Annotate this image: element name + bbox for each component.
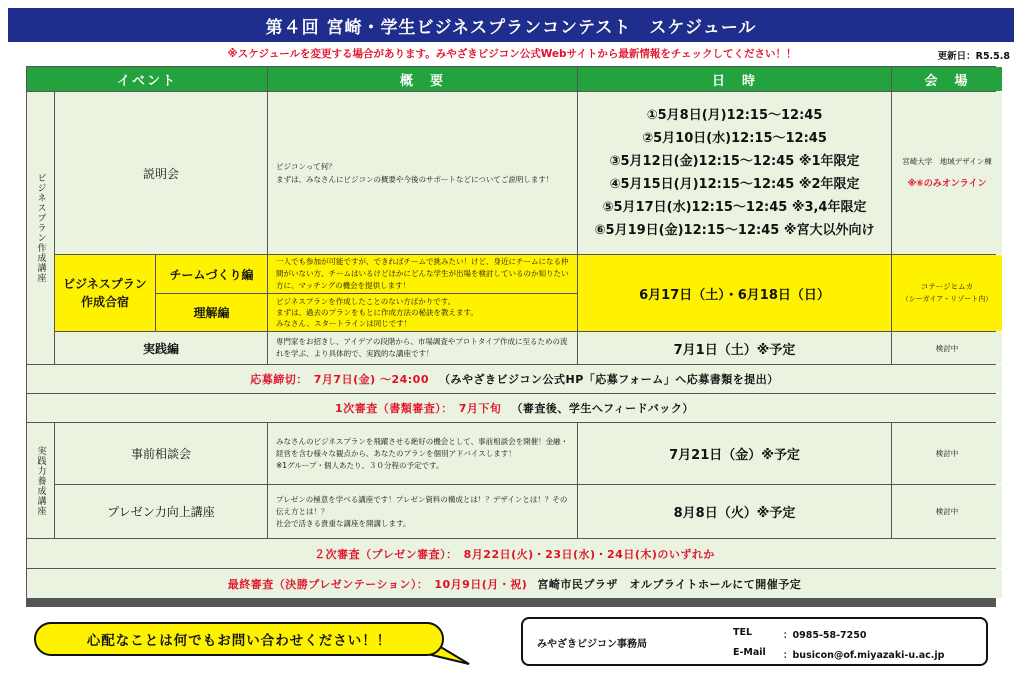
first-review-text: （審査後、学生へフィードバック） — [511, 402, 694, 415]
deadline-label: 応募締切： 7月7日(金) ～24:00 — [250, 373, 429, 386]
deadline-text: （みやざきビジコン公式HP「応募フォーム」へ応募書類を提出） — [439, 373, 779, 386]
event-practice: 実践編 — [55, 332, 267, 364]
setsumeikai-desc — [268, 92, 577, 254]
group-label-business-plan — [27, 92, 54, 364]
consult-desc — [268, 423, 577, 484]
second-review-label: ２次審査（プレゼン審査）： 8月22日(火)・23日(水)・24日(木)のいずれか — [314, 547, 715, 561]
inquiry-bubble-text: 心配なことは何でもお問い合わせください！！ — [34, 622, 444, 656]
consult-venue: 検討中 — [892, 423, 1002, 484]
tel-number: ：0985-58-7250 — [783, 630, 867, 641]
updated-date: 更新日：R5.5.8 — [937, 51, 1010, 62]
header-datetime: 日 時 — [578, 67, 891, 91]
setsumeikai-date: ③5月12日(金)12:15～12:45 ※1年限定 — [609, 154, 860, 169]
camp-venue — [892, 255, 1002, 331]
setsumeikai-desc-line: まずは、みなさんにビジコンの概要や今後のサポートなどについてご説明します！ — [276, 175, 554, 184]
header-event: イベント — [27, 67, 267, 91]
event-consult: 事前相談会 — [55, 423, 267, 484]
second-review-banner — [27, 539, 1002, 568]
camp-date: 6月17日（土）・6月18日（日） — [578, 255, 891, 331]
camp-understanding-desc — [268, 294, 577, 331]
page-title: 第４回 宮崎・学生ビジネスプランコンテスト スケジュール — [8, 8, 1014, 42]
inquiry-bubble — [34, 620, 474, 674]
setsumeikai-online-note: ※⑥のみオンライン — [907, 179, 987, 189]
setsumeikai-venue-name: 宮崎大学 地域デザイン棟 — [902, 157, 992, 166]
setsumeikai-date: ④5月15日(月)12:15～12:45 ※2年限定 — [609, 177, 860, 192]
camp-venue-sub: （シーガイア・リゾート内） — [901, 295, 993, 303]
group-label-business-plan-text: ビジネスプラン作成講座 — [35, 173, 46, 283]
consult-desc-line: みなさんのビジネスプランを飛躍させる絶好の機会として、事前相談会を開催！金融・経営を含む様々な観点から、あなたのプランを個別アドバイスします！ — [276, 436, 569, 458]
first-review-label: 1次審査（書類審査）： 7月下旬 — [335, 402, 502, 415]
camp-venue-name: コテージヒムカ — [920, 282, 974, 291]
group-label-practical-text: 実践力養成講座 — [35, 445, 46, 516]
presentation-desc-line: 社会で活きる貴重な講座を開講します。 — [276, 518, 411, 528]
setsumeikai-date: ②5月10日(水)12:15～12:45 — [642, 131, 827, 146]
email-label: E-Mail — [733, 647, 766, 658]
event-setsumeikai: 説明会 — [55, 92, 267, 254]
camp-understanding-desc-line: まずは、過去のプランをもとに作成方法の秘訣を教えます。 — [276, 308, 478, 317]
practice-date: 7月1日（土）※予定 — [578, 332, 891, 364]
setsumeikai-dates — [578, 92, 891, 254]
deadline-banner — [27, 365, 1002, 393]
event-presentation: プレゼン力向上講座 — [55, 485, 267, 538]
presentation-desc — [268, 485, 577, 538]
tel-label: TEL — [733, 627, 753, 638]
setsumeikai-date: ⑥5月19日(金)12:15～12:45 ※宮大以外向け — [594, 223, 875, 238]
setsumeikai-date: ①5月8日(月)12:15～12:45 — [646, 108, 823, 123]
final-review-banner — [27, 569, 1002, 598]
consult-desc-line: ※1グループ・個人あたり、３０分程の予定です。 — [276, 460, 444, 470]
schedule-table — [26, 66, 996, 607]
office-name: みやざきビジコン事務局 — [537, 639, 647, 650]
schedule-change-notice: ※スケジュールを変更する場合があります。みやざきビジコン公式Webサイトから最新情報をチェックしてください！！ — [227, 48, 797, 60]
camp-understanding-desc-line: みなさん、スタートラインは同じです！ — [276, 319, 412, 328]
first-review-banner — [27, 394, 1002, 422]
event-camp: ビジネスプラン 作成合宿 — [55, 255, 155, 331]
camp-understanding-desc-line: ビジネスプランを作成したことのない方ばかりです。 — [276, 297, 456, 306]
consult-date: 7月21日（金）※予定 — [578, 423, 891, 484]
presentation-venue: 検討中 — [892, 485, 1002, 538]
camp-team-desc: 一人でも参加が可能ですが、できればチームで挑みたい！けど、身近にチームになる仲間がいない方、チームはいるけどほかにどんな学生が出場を検討しているのか知りたい方に、マッチングの機会を提供します！ — [268, 255, 577, 293]
header-summary: 概 要 — [268, 67, 577, 91]
group-label-practical — [27, 423, 54, 538]
camp-team-building: チームづくり編 — [156, 255, 267, 293]
presentation-desc-line: プレゼンの極意を学べる講座です！プレゼン資料の構成とは！？デザインとは！？その伝え方とは！？ — [276, 494, 568, 516]
practice-desc: 専門家をお招きし、アイデアの段階から、市場調査やプロトタイプ作成に至るための流れを学ぶ、より具体的で、実践的な講座です！ — [268, 332, 577, 364]
final-review-label: 最終審査（決勝プレゼンテーション）： 10月9日(月・祝) — [227, 577, 528, 591]
presentation-date: 8月8日（火）※予定 — [578, 485, 891, 538]
email-address[interactable]: ：busicon@of.miyazaki-u.ac.jp — [783, 650, 945, 661]
setsumeikai-date: ⑤5月17日(水)12:15～12:45 ※3,4年限定 — [602, 200, 867, 215]
setsumeikai-desc-line: ビジコンって何？ — [276, 162, 336, 171]
setsumeikai-venue — [892, 92, 1002, 254]
camp-understanding: 理解編 — [156, 294, 267, 331]
header-venue: 会 場 — [892, 67, 1002, 91]
final-review-text: 宮崎市民プラザ オルブライトホールにて開催予定 — [537, 577, 802, 591]
contact-box — [521, 617, 988, 666]
practice-venue: 検討中 — [892, 332, 1002, 364]
